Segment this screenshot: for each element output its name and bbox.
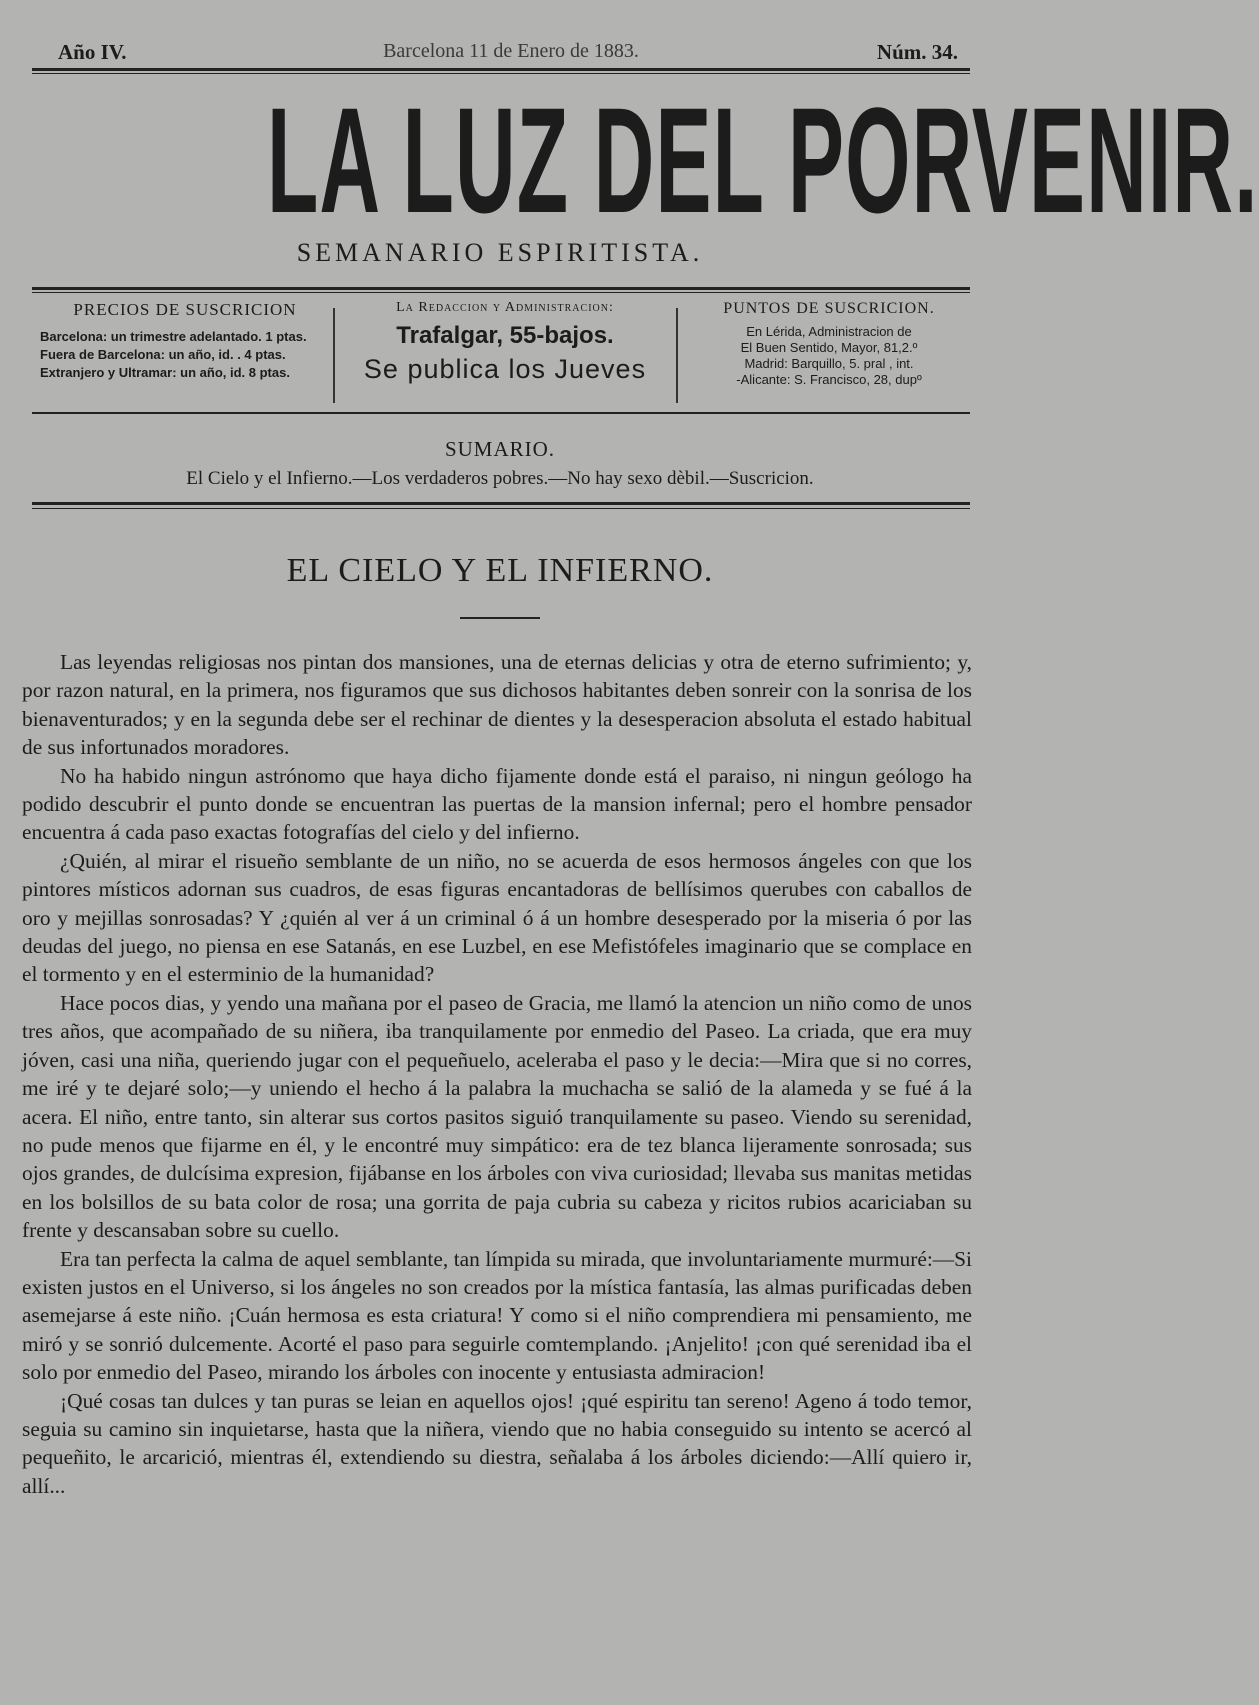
editorial-office [340,300,670,410]
article-paragraph: No ha habido ningun astrónomo que haya dicho fijamente donde está el paraiso, ni ningun geólogo ha podido descubrir el punto donde se encuentran las puertas de la mansion infernal; pero el hombre pensador encuentra á cada paso exactas fotografías del cielo y del infierno. [22,763,972,845]
point-line: -Alicante: S. Francisco, 28, dupº [736,372,922,387]
article-paragraph: Era tan perfecta la calma de aquel semblante, tan límpida su mirada, que involuntariamente murmuré:—Si existen justos en el Universo, si los ángeles no son creados por la mística fantasía, las almas purificadas deben asemejarse á este niño. ¡Cuán hermosa es esta criatura! Y como si el niño comprendiera mi pensamiento, me miró y se sonrió dulcemente. Acorté el paso para seguirle comtemplando. ¡Anjelito! ¡con qué serenidad iba el solo por enmedio del Paseo, mirando los árboles con inocente y entusiasta admiracion! [22,1246,972,1385]
article-paragraph: ¡Qué cosas tan dulces y tan puras se leian en aquellos ojos! ¡qué espiritu tan sereno! Ageno á todo temor, seguia su camino sin inquietarse, hasta que la niñera, viendo que no habia conseguido su intento se acercó al pequeñito, le arcarició, mientras él, extendiendo su diestra, señalaba á los árboles diciendo:—Allí quiero ir, allí... [22,1388,972,1498]
issue-year: Año IV. [58,40,127,64]
publication-day: Se publica los Jueves [363,354,647,384]
article-paragraph: Hace pocos dias, y yendo una mañana por el paseo de Gracia, me llamó la atencion un niño como de unos tres años, que acompañado de su niñera, iba tranquilamente por enmedio del Paseo. La criada, que era muy jóven, casi una niña, queriendo jugar con el pequeñuelo, aceleraba el paso y le decia:—Mira que si no corres, me iré y te dejaré solo;—y uniendo el hecho á la palabra la muchacha se salió de la alameda y se fué á la acera. El niño, entre tanto, sin alterar sus cortos pasitos siguió tranquilamente su paseo. Viendo su serenidad, no pude menos que fijarme en él, y le encontré muy simpático: era de tez blanca lijeramente sonrosada; sus ojos grandes, de dulcísima expresion, fijábanse en los árboles con viva curiosidad; llevaba sus manitas metidas en los bolsillos de su bata color de rosa; una gorrita de paja cubria su cabeza y ricitos rubios acariciaban su frente y descansaban sobre su cuello. [22,990,972,1243]
subscription-prices [40,300,330,410]
issue-place-date: Barcelona 11 de Enero de 1883. [383,40,639,62]
masthead-rule-thin [32,292,970,293]
article-title: EL CIELO Y EL INFIERNO. [286,552,714,589]
price-line: Extranjero y Ultramar: un año, id. 8 ptas. [40,365,290,380]
info-rule [32,412,970,414]
office-heading: La Redaccion y Administracion: [396,300,614,315]
summary-rule-thin [32,508,970,509]
header-rule [32,68,970,71]
prices-heading: PRECIOS DE SUSCRICION [73,300,297,319]
price-line: Fuera de Barcelona: un año, id. . 4 ptas. [40,347,286,362]
point-line: Madrid: Barquillo, 5. pral , int. [744,356,914,371]
subscription-points [684,300,974,410]
masthead-rule [32,287,970,290]
masthead-title: LA LUZ DEL PORVENIR. [267,76,1259,244]
article-body [22,648,972,1500]
issue-number: Núm. 34. [876,40,958,64]
summary-heading: SUMARIO. [444,437,556,461]
point-line: El Buen Sentido, Mayor, 81,2.º [740,340,918,355]
points-heading: PUNTOS DE SUSCRICION. [723,300,935,317]
point-line: En Lérida, Administracion de [746,324,912,339]
article-paragraph: Las leyendas religiosas nos pintan dos mansiones, una de eternas delicias y otra de eterno sufrimiento; y, por razon natural, en la primera, nos figuramos que sus dichosos habitantes deben sonreir con la sonrisa de los bienaventurados; y en la segunda debe ser el rechinar de dientes y la desesperacion absoluta el estado habitual de sus infortunados moradores. [22,650,972,760]
issue-header [52,40,970,70]
office-address: Trafalgar, 55-bajos. [396,322,614,349]
price-line: Barcelona: un trimestre adelantado. 1 ptas. [40,329,307,344]
column-divider [676,308,678,403]
header-rule-thin [32,73,970,74]
title-divider [460,617,540,619]
summary-text: El Cielo y el Infierno.—Los verdaderos pobres.—No hay sexo dèbil.—Suscricion. [186,468,814,489]
article-paragraph: ¿Quién, al mirar el risueño semblante de un niño, no se acuerda de esos hermosos ángeles con que los pintores místicos adornan sus cuadros, de esas figuras encantadoras de bellísimos querubes con caballos de oro y mejillas sonrosadas? Y ¿quién al ver á un criminal ó á un hombre desesperado por la miseria ó por las deudas del juego, no piensa en ese Satanás, en ese Luzbel, en ese Mefistófeles imaginario que se complace en el tormento y en el esterminio de la humanidad? [22,848,972,987]
masthead-subtitle: SEMANARIO ESPIRITISTA. [296,238,704,267]
summary-rule [32,502,970,505]
column-divider [333,308,335,403]
